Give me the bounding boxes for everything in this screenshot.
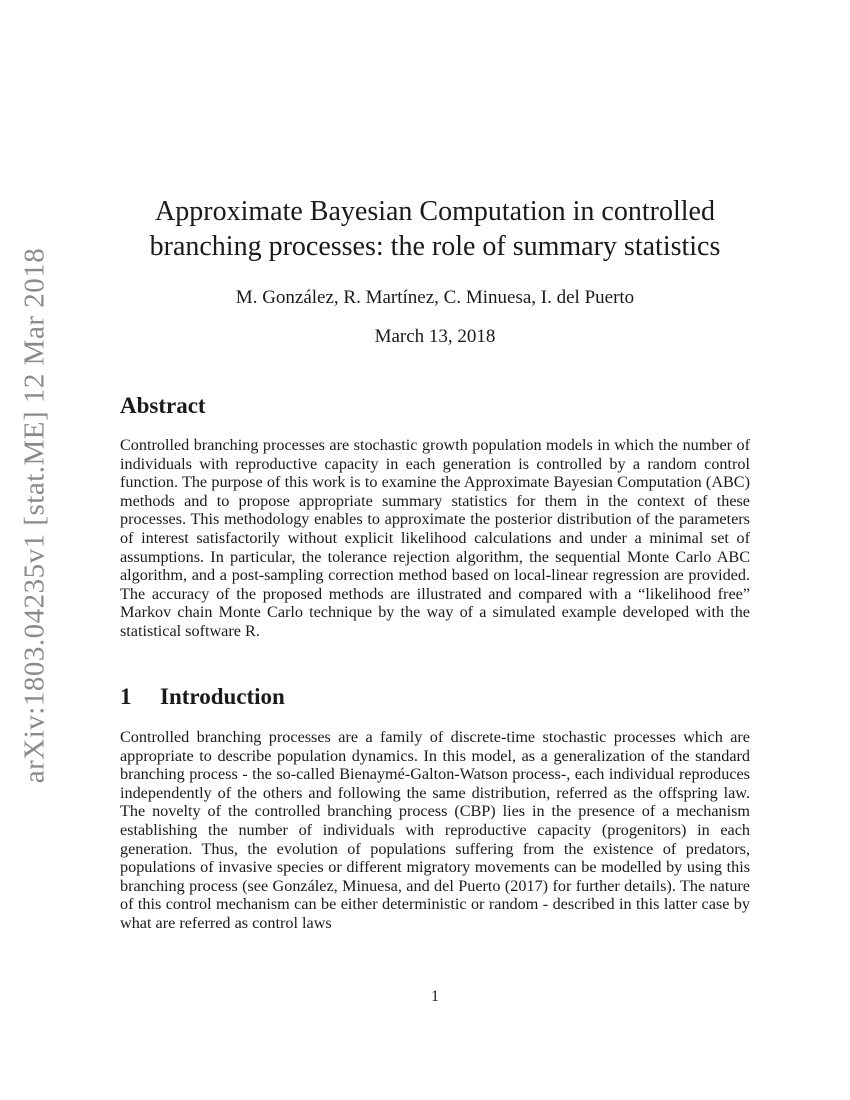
- page-number: 1: [431, 988, 439, 1005]
- title-line-2: branching processes: the role of summary statistics: [149, 231, 721, 262]
- section-number: 1: [120, 684, 132, 709]
- introduction-text: Controlled branching processes are a family of discrete-time stochastic processes which are appropriate to describe population dynamics. In this model, as a generalization of the standard branching process - the so-called Bienaymé-Galton-Watson process-, each individual reproduces independently of the others and following the same distribution, referred as the offspring law. The novelty of the controlled branching process (CBP) lies in the presence of a mechanism establishing the number of individuals with reproductive capacity (progenitors) in each generation. Thus, the evolution of populations suffering from the existence of predators, populations of invasive species or different migratory movements can be modelled by using this branching process (see González, Minuesa, and del Puerto (2017) for further details). The nature of this control mechanism can be either deterministic or random - described in this latter case by what are referred as control laws: [120, 728, 750, 932]
- title-line-1: Approximate Bayesian Computation in controlled: [155, 196, 715, 227]
- abstract-heading: Abstract: [120, 393, 206, 418]
- abstract-text: Controlled branching processes are stochastic growth population models in which the number of individuals with reproductive capacity in each generation is controlled by a random control function. The purpose of this work is to examine the Approximate Bayesian Computation (ABC) methods and to propose appropriate summary statistics for them in the context of these processes. This methodology enables to approximate the posterior distribution of the parameters of interest satisfactorily without explicit likelihood calculations and under a minimal set of assumptions. In particular, the tolerance rejection algorithm, the sequential Monte Carlo ABC algorithm, and a post-sampling correction method based on local-linear regression are provided. The accuracy of the proposed methods are illustrated and compared with a “likelihood free” Markov chain Monte Carlo technique by the way of a simulated example developed with the statistical software R.: [120, 436, 750, 640]
- publication-date: March 13, 2018: [374, 326, 496, 347]
- arxiv-identifier-stamp: [10, 247, 60, 783]
- section-title: Introduction: [160, 684, 285, 709]
- paper-title: [120, 194, 750, 264]
- introduction-heading: [120, 684, 285, 710]
- author-list: M. González, R. Martínez, C. Minuesa, I. del Puerto: [235, 287, 635, 308]
- arxiv-identifier-text: arXiv:1803.04235v1 [stat.ME] 12 Mar 2018: [18, 247, 51, 783]
